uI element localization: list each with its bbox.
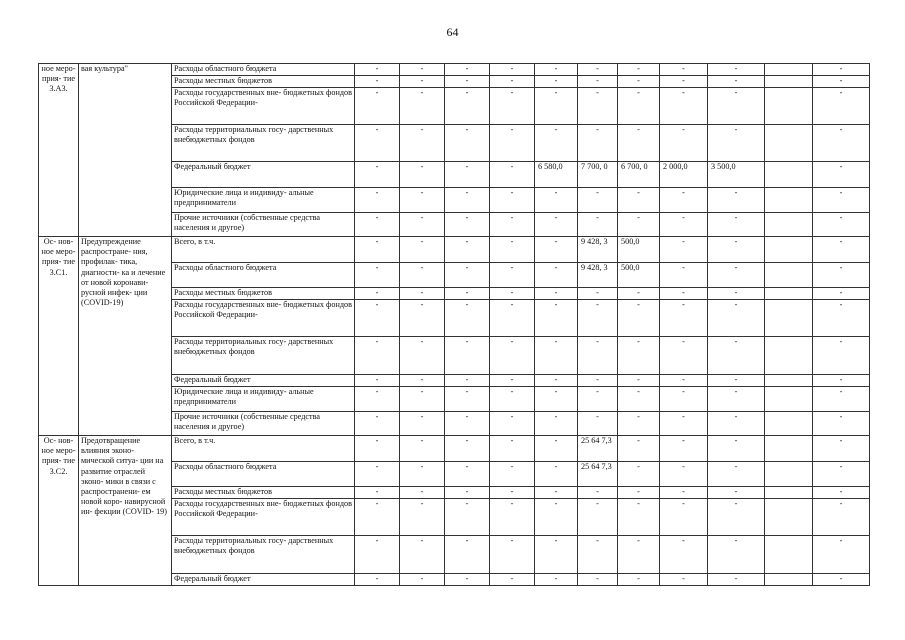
value-cell: -	[445, 76, 490, 88]
value-cell: -	[490, 88, 535, 125]
value-cell: -	[708, 436, 765, 462]
value-cell: -	[490, 263, 535, 288]
value-cell: -	[708, 76, 765, 88]
funding-source: Расходы территориальных госу- дарственных внебюджетных фондов	[172, 337, 355, 375]
value-cell: -	[708, 263, 765, 288]
value-cell: -	[708, 574, 765, 586]
value-cell: -	[660, 300, 708, 337]
value-cell: -	[813, 125, 870, 162]
value-cell: -	[618, 188, 660, 213]
value-cell: -	[578, 487, 618, 499]
funding-source: Всего, в т.ч.	[172, 436, 355, 462]
value-cell	[765, 125, 813, 162]
value-cell: -	[708, 237, 765, 263]
value-cell: -	[535, 499, 578, 536]
measure-code: Ос- нов- ное меро- прия- тие 3.С1.	[39, 237, 79, 436]
value-cell: -	[660, 375, 708, 387]
funding-source: Прочие источники (собственные средства населения и другое)	[172, 412, 355, 436]
value-cell: -	[535, 288, 578, 300]
value-cell: -	[400, 536, 445, 574]
value-cell: -	[708, 213, 765, 237]
value-cell: -	[578, 64, 618, 76]
value-cell: -	[490, 487, 535, 499]
value-cell: -	[355, 536, 400, 574]
value-cell: -	[813, 574, 870, 586]
funding-source: Расходы местных бюджетов	[172, 288, 355, 300]
value-cell: -	[490, 64, 535, 76]
value-cell: -	[490, 574, 535, 586]
value-cell: -	[445, 337, 490, 375]
value-cell: -	[660, 499, 708, 536]
measure-name: Предупреждение распростране- ния, профилак- тика, диагности- ка и лечение от новой коронави- русной инфек- ции (COVID-19)	[79, 237, 172, 436]
funding-source: Расходы областного бюджета	[172, 263, 355, 288]
measure-name: вая культура"	[79, 64, 172, 237]
value-cell: -	[400, 436, 445, 462]
value-cell: -	[445, 288, 490, 300]
value-cell: -	[578, 213, 618, 237]
value-cell: -	[400, 487, 445, 499]
value-cell: -	[813, 237, 870, 263]
value-cell: 500,0	[618, 237, 660, 263]
value-cell: -	[400, 375, 445, 387]
value-cell: -	[660, 436, 708, 462]
value-cell: -	[535, 412, 578, 436]
funding-source: Расходы областного бюджета	[172, 64, 355, 76]
funding-source: Расходы территориальных госу- дарственных внебюджетных фондов	[172, 536, 355, 574]
value-cell: -	[813, 387, 870, 412]
value-cell	[765, 412, 813, 436]
value-cell: -	[490, 213, 535, 237]
value-cell: -	[618, 337, 660, 375]
value-cell: -	[578, 288, 618, 300]
value-cell: -	[813, 536, 870, 574]
value-cell: -	[813, 263, 870, 288]
value-cell: -	[490, 300, 535, 337]
value-cell: -	[535, 188, 578, 213]
value-cell: -	[618, 387, 660, 412]
value-cell: -	[535, 462, 578, 487]
value-cell: -	[490, 436, 535, 462]
value-cell: -	[578, 300, 618, 337]
value-cell	[765, 162, 813, 188]
value-cell: -	[490, 76, 535, 88]
value-cell: -	[445, 499, 490, 536]
value-cell: -	[535, 487, 578, 499]
value-cell: -	[708, 375, 765, 387]
value-cell	[765, 499, 813, 536]
value-cell: -	[490, 499, 535, 536]
value-cell: -	[660, 76, 708, 88]
value-cell: -	[400, 76, 445, 88]
value-cell: -	[535, 213, 578, 237]
value-cell: -	[708, 88, 765, 125]
value-cell: -	[535, 64, 578, 76]
value-cell: -	[660, 387, 708, 412]
value-cell	[765, 288, 813, 300]
table-row	[39, 436, 870, 462]
value-cell: -	[578, 412, 618, 436]
value-cell: 6 700, 0	[618, 162, 660, 188]
value-cell: -	[400, 574, 445, 586]
value-cell: -	[813, 375, 870, 387]
value-cell: -	[578, 76, 618, 88]
funding-source: Юридические лица и индивиду- альные предприниматели	[172, 387, 355, 412]
value-cell: -	[355, 162, 400, 188]
value-cell: -	[400, 213, 445, 237]
value-cell: -	[578, 499, 618, 536]
value-cell: -	[535, 88, 578, 125]
value-cell: -	[660, 536, 708, 574]
value-cell: -	[400, 237, 445, 263]
value-cell: -	[355, 387, 400, 412]
measure-code: Ос- нов- ное меро- прия- тие 3.С2.	[39, 436, 79, 586]
value-cell: -	[400, 64, 445, 76]
value-cell: -	[355, 125, 400, 162]
value-cell: -	[355, 436, 400, 462]
funding-source: Расходы местных бюджетов	[172, 487, 355, 499]
value-cell: -	[660, 125, 708, 162]
value-cell: -	[618, 499, 660, 536]
value-cell: -	[708, 387, 765, 412]
funding-source: Расходы местных бюджетов	[172, 76, 355, 88]
value-cell: -	[618, 462, 660, 487]
value-cell: -	[660, 487, 708, 499]
value-cell: -	[660, 337, 708, 375]
value-cell: -	[813, 64, 870, 76]
value-cell: 9 428, 3	[578, 263, 618, 288]
value-cell: -	[535, 375, 578, 387]
value-cell: -	[445, 263, 490, 288]
value-cell: -	[400, 125, 445, 162]
value-cell: -	[490, 536, 535, 574]
value-cell	[765, 64, 813, 76]
value-cell: -	[535, 263, 578, 288]
value-cell	[765, 436, 813, 462]
value-cell: -	[400, 300, 445, 337]
measure-code: ное меро- прия- тие 3.А3.	[39, 64, 79, 237]
funding-source: Федеральный бюджет	[172, 574, 355, 586]
value-cell: -	[708, 300, 765, 337]
value-cell: -	[400, 288, 445, 300]
value-cell: -	[708, 536, 765, 574]
value-cell: -	[578, 88, 618, 125]
value-cell: -	[708, 337, 765, 375]
value-cell: -	[813, 412, 870, 436]
value-cell: -	[400, 263, 445, 288]
value-cell	[765, 387, 813, 412]
value-cell: -	[445, 213, 490, 237]
value-cell: -	[490, 188, 535, 213]
value-cell: -	[813, 88, 870, 125]
value-cell: -	[618, 288, 660, 300]
value-cell: -	[618, 536, 660, 574]
funding-source: Юридические лица и индивиду- альные предприниматели	[172, 188, 355, 213]
value-cell: -	[355, 213, 400, 237]
value-cell: -	[535, 536, 578, 574]
value-cell: -	[400, 462, 445, 487]
value-cell: -	[490, 375, 535, 387]
value-cell: -	[355, 188, 400, 213]
budget-table	[38, 63, 870, 586]
value-cell: -	[355, 462, 400, 487]
value-cell: -	[813, 288, 870, 300]
funding-source: Расходы территориальных госу- дарственных внебюджетных фондов	[172, 125, 355, 162]
value-cell: -	[445, 462, 490, 487]
value-cell: -	[618, 76, 660, 88]
page-number: 64	[446, 25, 459, 39]
value-cell: -	[618, 300, 660, 337]
value-cell: -	[445, 375, 490, 387]
value-cell: -	[355, 499, 400, 536]
value-cell: -	[445, 436, 490, 462]
value-cell: -	[660, 213, 708, 237]
value-cell: -	[660, 237, 708, 263]
value-cell: -	[355, 412, 400, 436]
value-cell: -	[535, 237, 578, 263]
value-cell: 6 580,0	[535, 162, 578, 188]
value-cell: 2 000,0	[660, 162, 708, 188]
value-cell: -	[535, 76, 578, 88]
funding-source: Федеральный бюджет	[172, 162, 355, 188]
value-cell: -	[445, 574, 490, 586]
value-cell: -	[618, 375, 660, 387]
value-cell	[765, 88, 813, 125]
value-cell: -	[708, 288, 765, 300]
value-cell: -	[660, 288, 708, 300]
value-cell	[765, 487, 813, 499]
value-cell: -	[618, 487, 660, 499]
value-cell	[765, 76, 813, 88]
value-cell: -	[660, 574, 708, 586]
value-cell: -	[400, 188, 445, 213]
value-cell	[765, 462, 813, 487]
funding-source: Прочие источники (собственные средства населения и другое)	[172, 213, 355, 237]
value-cell: -	[355, 288, 400, 300]
value-cell: -	[813, 487, 870, 499]
value-cell	[765, 237, 813, 263]
value-cell: -	[445, 64, 490, 76]
value-cell: -	[400, 499, 445, 536]
value-cell: -	[660, 88, 708, 125]
value-cell: -	[618, 88, 660, 125]
value-cell: -	[445, 88, 490, 125]
value-cell: 9 428, 3	[578, 237, 618, 263]
value-cell: -	[445, 300, 490, 337]
value-cell: -	[445, 237, 490, 263]
value-cell: -	[618, 574, 660, 586]
value-cell: -	[578, 337, 618, 375]
value-cell: -	[490, 237, 535, 263]
value-cell: -	[355, 487, 400, 499]
value-cell: -	[813, 337, 870, 375]
value-cell	[765, 536, 813, 574]
value-cell: -	[445, 162, 490, 188]
value-cell: -	[578, 536, 618, 574]
value-cell: -	[490, 288, 535, 300]
value-cell: -	[708, 487, 765, 499]
value-cell: -	[355, 375, 400, 387]
funding-source: Всего, в т.ч.	[172, 237, 355, 263]
value-cell: -	[708, 412, 765, 436]
value-cell	[765, 300, 813, 337]
value-cell: -	[578, 375, 618, 387]
value-cell: -	[813, 162, 870, 188]
value-cell: -	[660, 64, 708, 76]
value-cell: -	[490, 387, 535, 412]
value-cell: -	[813, 188, 870, 213]
value-cell: -	[618, 436, 660, 462]
value-cell: 500,0	[618, 263, 660, 288]
value-cell: -	[813, 499, 870, 536]
value-cell: -	[355, 237, 400, 263]
table-row	[39, 237, 870, 263]
value-cell: -	[535, 436, 578, 462]
value-cell: 3 500,0	[708, 162, 765, 188]
value-cell: -	[660, 412, 708, 436]
value-cell: -	[708, 64, 765, 76]
value-cell: -	[355, 88, 400, 125]
value-cell: -	[578, 188, 618, 213]
funding-source: Расходы областного бюджета	[172, 462, 355, 487]
value-cell: -	[618, 125, 660, 162]
value-cell: -	[400, 337, 445, 375]
value-cell: -	[813, 76, 870, 88]
value-cell: -	[400, 88, 445, 125]
value-cell: -	[813, 300, 870, 337]
value-cell: -	[490, 125, 535, 162]
value-cell: -	[813, 462, 870, 487]
value-cell: -	[445, 487, 490, 499]
value-cell: -	[535, 125, 578, 162]
value-cell: 25 64 7,3	[578, 436, 618, 462]
measure-name: Предотвращение влияния эконо- мической ситуа- ции на развитие отраслей эконо- мики в связи с распространени- ем новой коро- навирусной ин- фекции (COVID- 19)	[79, 436, 172, 586]
value-cell: -	[445, 412, 490, 436]
value-cell: -	[400, 387, 445, 412]
value-cell: -	[355, 76, 400, 88]
value-cell: -	[708, 462, 765, 487]
value-cell: -	[578, 125, 618, 162]
value-cell	[765, 188, 813, 213]
value-cell: -	[355, 64, 400, 76]
value-cell: 25 64 7,3	[578, 462, 618, 487]
value-cell: -	[355, 337, 400, 375]
value-cell: -	[355, 300, 400, 337]
value-cell: -	[618, 412, 660, 436]
value-cell: -	[490, 337, 535, 375]
value-cell: -	[618, 213, 660, 237]
value-cell: -	[578, 574, 618, 586]
funding-source: Расходы государственных вне- бюджетных фондов Российской Федерации-	[172, 499, 355, 536]
table-row	[39, 64, 870, 76]
value-cell	[765, 574, 813, 586]
value-cell: -	[708, 188, 765, 213]
value-cell	[765, 375, 813, 387]
value-cell: -	[490, 162, 535, 188]
value-cell: -	[400, 412, 445, 436]
value-cell: -	[535, 387, 578, 412]
funding-source: Расходы государственных вне- бюджетных фондов Российской Федерации-	[172, 300, 355, 337]
value-cell: -	[813, 436, 870, 462]
value-cell: -	[660, 188, 708, 213]
value-cell: -	[445, 387, 490, 412]
value-cell: -	[708, 125, 765, 162]
value-cell: -	[708, 499, 765, 536]
funding-source: Федеральный бюджет	[172, 375, 355, 387]
value-cell	[765, 337, 813, 375]
value-cell: -	[535, 574, 578, 586]
value-cell: -	[445, 125, 490, 162]
value-cell: -	[355, 263, 400, 288]
value-cell: -	[578, 387, 618, 412]
value-cell: -	[535, 337, 578, 375]
value-cell: -	[490, 462, 535, 487]
value-cell	[765, 213, 813, 237]
value-cell: -	[445, 536, 490, 574]
value-cell: -	[490, 412, 535, 436]
value-cell: -	[660, 462, 708, 487]
funding-source: Расходы государственных вне- бюджетных фондов Российской Федерации-	[172, 88, 355, 125]
value-cell: -	[813, 213, 870, 237]
value-cell	[765, 263, 813, 288]
value-cell: -	[400, 162, 445, 188]
value-cell: 7 700, 0	[578, 162, 618, 188]
value-cell: -	[535, 300, 578, 337]
value-cell: -	[618, 64, 660, 76]
value-cell: -	[445, 188, 490, 213]
value-cell: -	[355, 574, 400, 586]
value-cell: -	[660, 263, 708, 288]
